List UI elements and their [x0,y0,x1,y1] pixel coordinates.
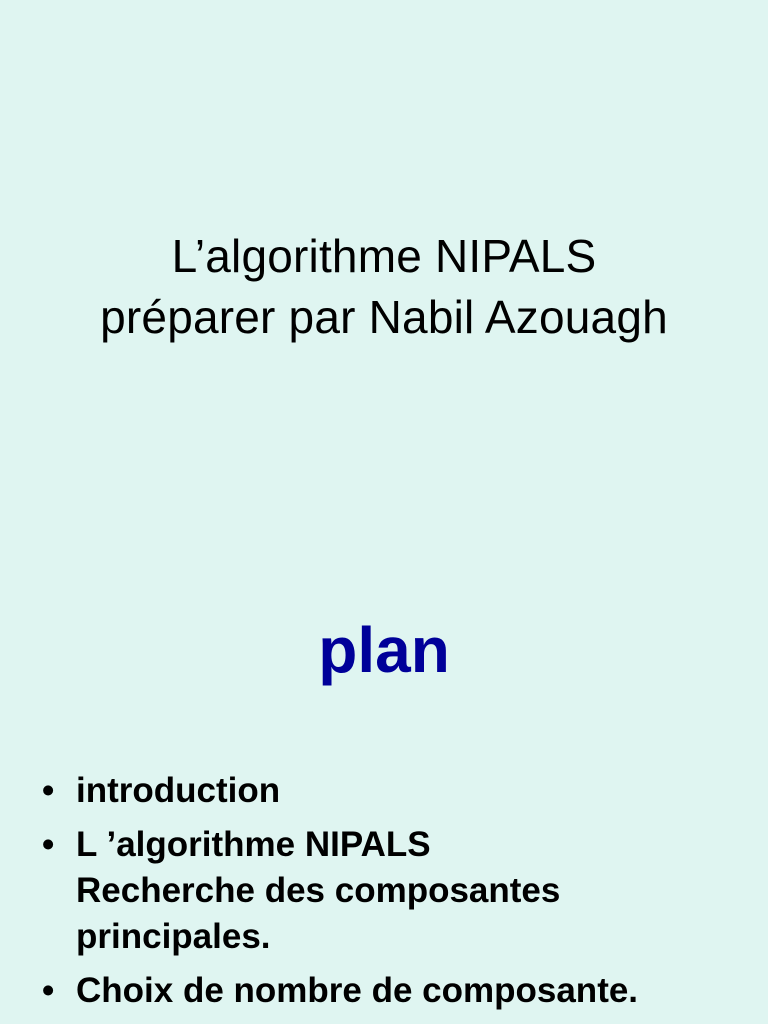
plan-heading: plan [318,614,450,686]
bullet-text-line-2: Recherche des composantes [76,871,561,910]
presentation-title [0,226,768,348]
plan-slide [0,560,768,1024]
title-line-2: préparer par Nabil Azouagh [100,291,668,343]
bullet-item-nipals [42,822,742,960]
bullet-text: introduction [76,771,281,810]
bullet-text-line-1: L ’algorithme NIPALS [76,825,431,864]
title-line-1: L’algorithme NIPALS [171,230,597,282]
bullet-text-line-3: principales. [76,917,271,956]
bullet-text: Choix de nombre de composante. [76,971,639,1010]
bullet-icon: • [42,825,55,864]
bullet-icon: • [42,971,55,1010]
plan-bullet-list [42,768,742,1022]
bullet-item-introduction [42,768,742,814]
bullet-item-choix [42,968,742,1014]
bullet-icon: • [42,771,55,810]
